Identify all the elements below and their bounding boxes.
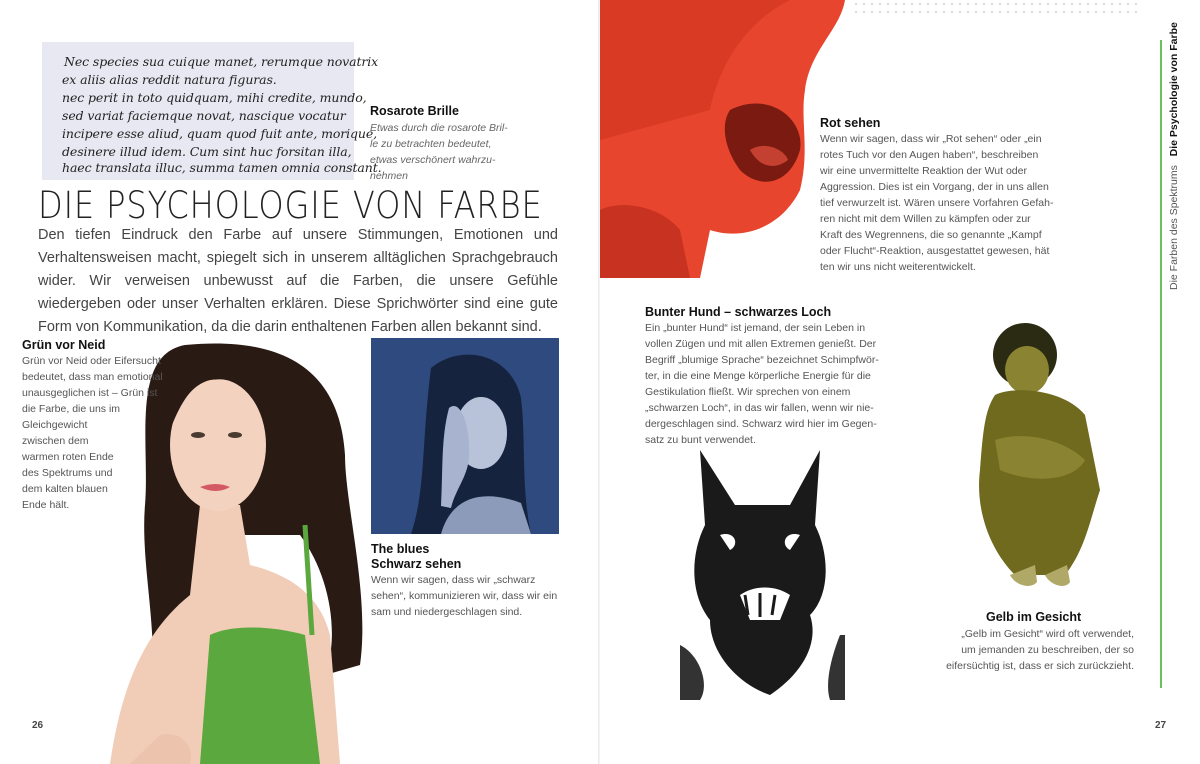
rosarote-text [370, 120, 510, 184]
text-line: unausgeglichen ist – Grün ist [22, 387, 158, 399]
text-line: ren nicht mit dem Willen zu kämpfen oder zur [820, 213, 1031, 225]
gruen-heading: Grün vor Neid [22, 338, 106, 352]
text-line: etwas verschönert wahrzu- [370, 154, 496, 166]
text-line: Ende hält. [22, 499, 70, 511]
text-line: Gleichgewicht [22, 419, 88, 431]
page-number-right: 27 [1155, 720, 1167, 731]
text-line: bedeutet, dass man emotional [22, 371, 163, 383]
text-line: le zu betrachten bedeutet, [370, 138, 492, 150]
text-line: dergeschlagen sind. Schwarz wird hier im Gegen- [645, 418, 877, 430]
text-line: Kraft des Wegrennens, die so genannte „Kampf [820, 229, 1042, 241]
gruen-text [22, 353, 172, 513]
text-line: sam und niedergeschlagen sind. [371, 606, 523, 618]
latin-line: desinere illud idem. Cum sint huc forsitan illa, [62, 144, 352, 159]
text-line: Ein „bunter Hund“ ist jemand, der sein Leben in [645, 322, 866, 334]
text-line: „Gelb im Gesicht“ wird oft verwendet, [961, 628, 1134, 640]
text-line: nehmen [370, 170, 408, 182]
schwarz-heading: Schwarz sehen [371, 557, 462, 571]
latin-quote-box [42, 42, 382, 180]
text-line: Etwas durch die rosarote Bril- [370, 122, 508, 134]
text-line: warmen roten Ende [22, 451, 114, 463]
text-line: rotes Tuch vor den Augen haben“, beschreiben [820, 149, 1039, 161]
latin-line: sed variat faciemque novat, nascique vocatur [62, 108, 346, 123]
text-line: die Farbe, die uns im [22, 403, 121, 415]
text-line: tief verwurzelt ist. Wären unsere Vorfahren Gefah- [820, 197, 1054, 209]
text-line: des Spektrums und [22, 467, 113, 479]
red-angry-man-photo [600, 0, 850, 278]
accent-rule [1160, 40, 1162, 688]
text-line: Wenn wir sagen, dass wir „schwarz [371, 574, 536, 586]
olive-sitting-girl-photo [975, 320, 1105, 600]
blues-text [371, 572, 581, 620]
text-line: zwischen dem [22, 435, 89, 447]
text-line: Grün vor Neid oder Eifersucht [22, 355, 161, 367]
text-line: eifersüchtig ist, dass er sich zurückzieht. [946, 660, 1134, 672]
rosarote-heading: Rosarote Brille [370, 104, 459, 118]
gelb-text [920, 626, 1134, 674]
running-head-text [1168, 22, 1180, 290]
intro-paragraph: Den tiefen Eindruck den Farbe auf unsere Stimmungen, Emotionen und Verhaltensweisen macht, spiegelt sich in unserem alltäglichen Sprachgebrauch wider. Wir verweisen unbewusst auf die Farben, die unsere Gefühle wiedergeben oder unser Verhalten erklären. Diese Sprichwörter sind eine gute Form von Kommunikation, da die darin enthaltenen Farben allen bekannt sind. [38, 227, 558, 335]
right-page [600, 0, 1200, 764]
text-line: um jemanden zu beschreiben, der so [961, 644, 1134, 656]
latin-line: Nec species sua cuique manet, rerumque novatrix [64, 54, 379, 69]
text-line: wir eine unvermittelte Reaktion der Wut oder [820, 165, 1027, 177]
text-line: Begriff „blumige Sprache“ bezeichnet Schimpfwör- [645, 354, 879, 366]
black-wolf-illustration [680, 445, 845, 700]
text-line: Gestikulation fließt. Wir sprechen von einem [645, 386, 851, 398]
section-label: Die Psychologie von Farbe [1168, 22, 1180, 157]
gelb-heading: Gelb im Gesicht [986, 610, 1082, 624]
dot-pattern [820, 0, 1140, 14]
text-line: sehen“, kommunizieren wir, dass wir ein [371, 590, 558, 602]
text-line: vollen Zügen und mit allen Extremen genießt. Der [645, 338, 877, 350]
rot-heading: Rot sehen [820, 116, 881, 130]
text-line: dem kalten blauen [22, 483, 108, 495]
text-line: ter, in die eine Menge körperliche Energie für die [645, 370, 871, 382]
latin-line: incipere esse aliud, quam quod fuit ante, morique, [62, 126, 378, 141]
bunter-hund-heading: Bunter Hund – schwarzes Loch [645, 305, 832, 319]
text-line: Aggression. Dies ist ein Vorgang, der in uns allen [820, 181, 1049, 193]
latin-line: ex aliis alias reddit natura figuras. [62, 72, 277, 87]
page-title: DIE PSYCHOLOGIE VON FARBE [38, 184, 543, 227]
page-number-left: 26 [32, 720, 44, 731]
blues-heading: The blues [371, 542, 430, 556]
latin-line: nec perit in toto quidquam, mihi credite, mundo, [62, 90, 367, 105]
text-line: oder Flucht“-Reaktion, ausgestattet gewesen, hät [820, 245, 1050, 257]
bunter-hund-text [645, 320, 905, 448]
running-head [1168, 22, 1190, 290]
text-line: „schwarzen Loch“, in das wir fallen, wenn wir nie- [645, 402, 874, 414]
rot-text [820, 131, 1080, 275]
text-line: satz zu bunt verwendet. [645, 434, 756, 446]
text-line: Wenn wir sagen, dass wir „Rot sehen“ oder „ein [820, 133, 1042, 145]
latin-line: haec translata illuc, summa tamen omnia constant. [62, 160, 382, 175]
text-line: ten wir uns nicht weiterentwickelt. [820, 261, 976, 273]
sad-woman-blue-photo [371, 338, 559, 534]
chapter-label: Die Farben des Spektrums [1168, 165, 1180, 290]
